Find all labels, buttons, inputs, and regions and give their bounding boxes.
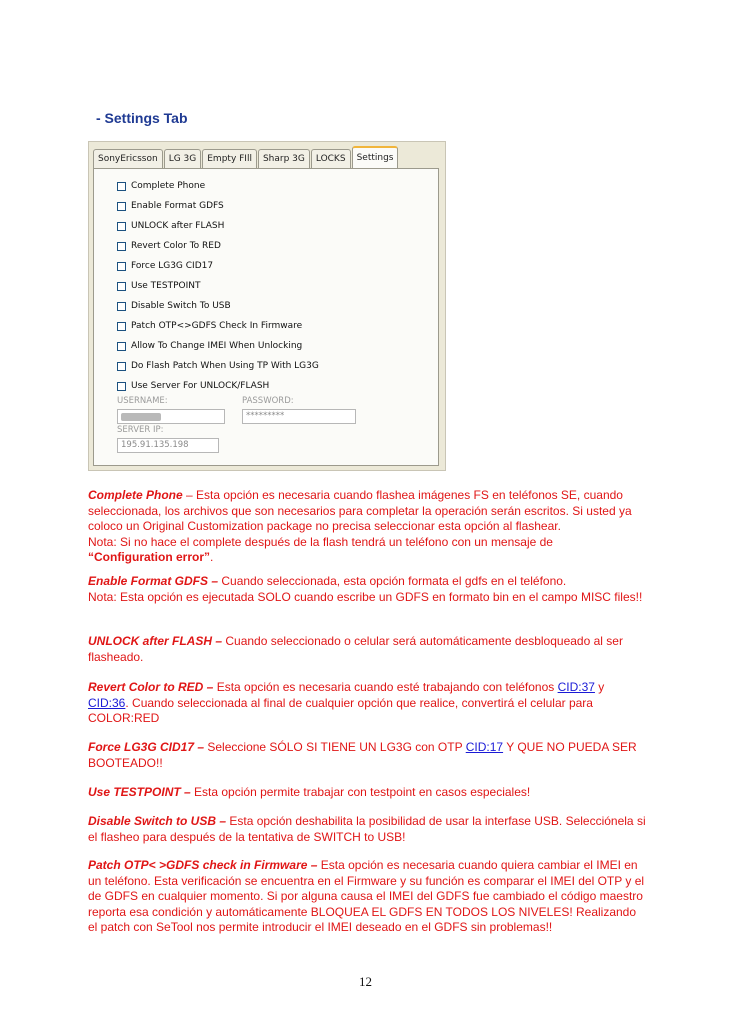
checkbox[interactable] xyxy=(117,322,126,331)
term: Enable Format GDFS – xyxy=(88,574,219,588)
term: Revert Color to RED – xyxy=(88,680,214,694)
paragraph-force-lg3g xyxy=(88,740,648,771)
option-label: Revert Color To RED xyxy=(131,241,221,251)
checkbox[interactable] xyxy=(117,302,126,311)
section-title: - Settings Tab xyxy=(96,110,188,126)
tab-locks[interactable]: LOCKS xyxy=(311,149,351,168)
term: Complete Phone xyxy=(88,488,183,502)
checkbox[interactable] xyxy=(117,362,126,371)
checkbox[interactable] xyxy=(117,242,126,251)
option-label: Complete Phone xyxy=(131,181,206,191)
text: Esta opción es necesaria cuando quiera cambiar el IMEI en un teléfono. Esta verificación se encuentra en el Firmware y su función es comparar el IMEI del OTP y el de GDFS en cualquier momento. Si por alguna causa el IMEI del GDFS fue cambiado el código maestro reporta esa condición y automáticamente BLOQUEA EL GDFS EN TODOS LOS NIVELES! Realizando el patch con SeTool nos permite introducir el IMEI deseado en el GDFS sin problemas!! xyxy=(88,858,645,935)
tab-sharp3g[interactable]: Sharp 3G xyxy=(258,149,310,168)
checkbox[interactable] xyxy=(117,182,126,191)
text-mid: y xyxy=(594,680,605,694)
option-label: Use Server For UNLOCK/FLASH xyxy=(131,381,270,391)
option-unlock-after-flash[interactable] xyxy=(117,219,224,233)
checkbox[interactable] xyxy=(117,342,126,351)
page-number: 12 xyxy=(359,974,372,989)
link-cid37[interactable]: CID:37 xyxy=(557,680,595,694)
checkbox[interactable] xyxy=(117,282,126,291)
option-use-testpoint[interactable] xyxy=(117,279,200,293)
checkbox[interactable] xyxy=(117,222,126,231)
text: – Esta opción es necesaria cuando flashea imágenes FS en teléfonos SE, cuando seleccionada, los archivos que son necesarios para completar la operación serán escritos. Si usted ya coloco un Original Customization package no precisa seleccionar esta opción al flashear. xyxy=(88,488,632,534)
settings-screenshot xyxy=(88,141,446,471)
paragraph-enable-format-gdfs xyxy=(88,574,648,605)
option-label: UNLOCK after FLASH xyxy=(131,221,225,231)
paragraph-patch-otp xyxy=(88,858,648,936)
text: Esta opción deshabilita la posibilidad de usar la interfase USB. Selecciónela si el flasheo para después de la tentativa de SWITCH to USB! xyxy=(88,814,646,844)
option-label: Enable Format GDFS xyxy=(131,201,224,211)
settings-pane xyxy=(93,168,439,466)
option-patch-otp[interactable] xyxy=(117,319,302,333)
text: Esta opción es necesaria cuando esté trabajando con teléfonos xyxy=(213,680,558,694)
text-end: Y QUE NO PUEDA SER BOOTEADO!! xyxy=(88,740,637,770)
option-force-lg3g[interactable] xyxy=(117,259,213,273)
server-ip-label: SERVER IP: xyxy=(117,425,164,435)
tab-sonyericsson[interactable]: SonyEricsson xyxy=(93,149,163,168)
option-disable-switch-usb[interactable] xyxy=(117,299,231,313)
option-label: Force LG3G CID17 xyxy=(131,261,214,271)
tab-lg3g[interactable]: LG 3G xyxy=(164,149,202,168)
text: Cuando seleccionado o celular será automáticamente desbloqueado al ser flasheado. xyxy=(88,634,623,664)
checkbox[interactable] xyxy=(117,262,126,271)
option-revert-color[interactable] xyxy=(117,239,221,253)
term: Force LG3G CID17 – xyxy=(88,740,205,754)
option-label: Disable Switch To USB xyxy=(131,301,231,311)
option-label: Patch OTP<>GDFS Check In Firmware xyxy=(131,321,303,331)
term: Use TESTPOINT – xyxy=(88,785,191,799)
paragraph-disable-switch-usb xyxy=(88,814,648,845)
tab-bar xyxy=(93,148,399,168)
text: Esta opción permite trabajar con testpoint en casos especiales! xyxy=(190,785,531,799)
option-label: Do Flash Patch When Using TP With LG3G xyxy=(131,361,319,371)
username-label: USERNAME: xyxy=(117,396,168,406)
password-input[interactable]: ********* xyxy=(242,409,356,424)
tab-empty-fill[interactable]: Empty FIll xyxy=(202,149,257,168)
username-input[interactable] xyxy=(117,409,225,424)
option-use-server[interactable] xyxy=(117,379,269,393)
term: Patch OTP< >GDFS check in Firmware – xyxy=(88,858,318,872)
option-label: Use TESTPOINT xyxy=(131,281,201,291)
note-bold: “Configuration error” xyxy=(88,550,210,565)
link-cid36[interactable]: CID:36 xyxy=(88,695,126,710)
option-enable-format-gdfs[interactable] xyxy=(117,199,224,213)
option-complete-phone[interactable] xyxy=(117,179,205,193)
link-cid17[interactable]: CID:17 xyxy=(465,740,504,754)
tab-settings[interactable]: Settings xyxy=(352,146,399,169)
paragraph-revert-color xyxy=(88,680,648,727)
option-allow-change-imei[interactable] xyxy=(117,339,302,353)
paragraph-unlock-after-flash xyxy=(88,634,648,665)
note: Nota: Esta opción es ejecutada SOLO cuando escribe un GDFS en formato bin en el campo MISC files!! xyxy=(88,589,643,604)
note: Nota: Si no hace el complete después de la flash tendrá un teléfono con un mensaje de xyxy=(88,534,553,549)
note-end: . xyxy=(210,550,214,565)
password-label: PASSWORD: xyxy=(242,396,294,406)
option-label: Allow To Change IMEI When Unlocking xyxy=(131,341,303,351)
text: Cuando seleccionada, esta opción formata el gdfs en el teléfono. xyxy=(218,574,567,588)
server-ip-input[interactable]: 195.91.135.198 xyxy=(117,438,219,453)
blurred-username xyxy=(121,413,161,421)
term: UNLOCK after FLASH – xyxy=(88,634,223,648)
checkbox[interactable] xyxy=(117,382,126,391)
text-end: . Cuando seleccionada al final de cualquier opción que realice, convertirá el celular para COLOR:RED xyxy=(88,695,593,726)
paragraph-use-testpoint xyxy=(88,785,648,801)
checkbox[interactable] xyxy=(117,202,126,211)
term: Disable Switch to USB – xyxy=(88,814,227,828)
text: Seleccione SÓLO SI TIENE UN LG3G con OTP xyxy=(204,740,466,754)
paragraph-complete-phone xyxy=(88,488,648,566)
option-flash-patch-tp[interactable] xyxy=(117,359,319,373)
